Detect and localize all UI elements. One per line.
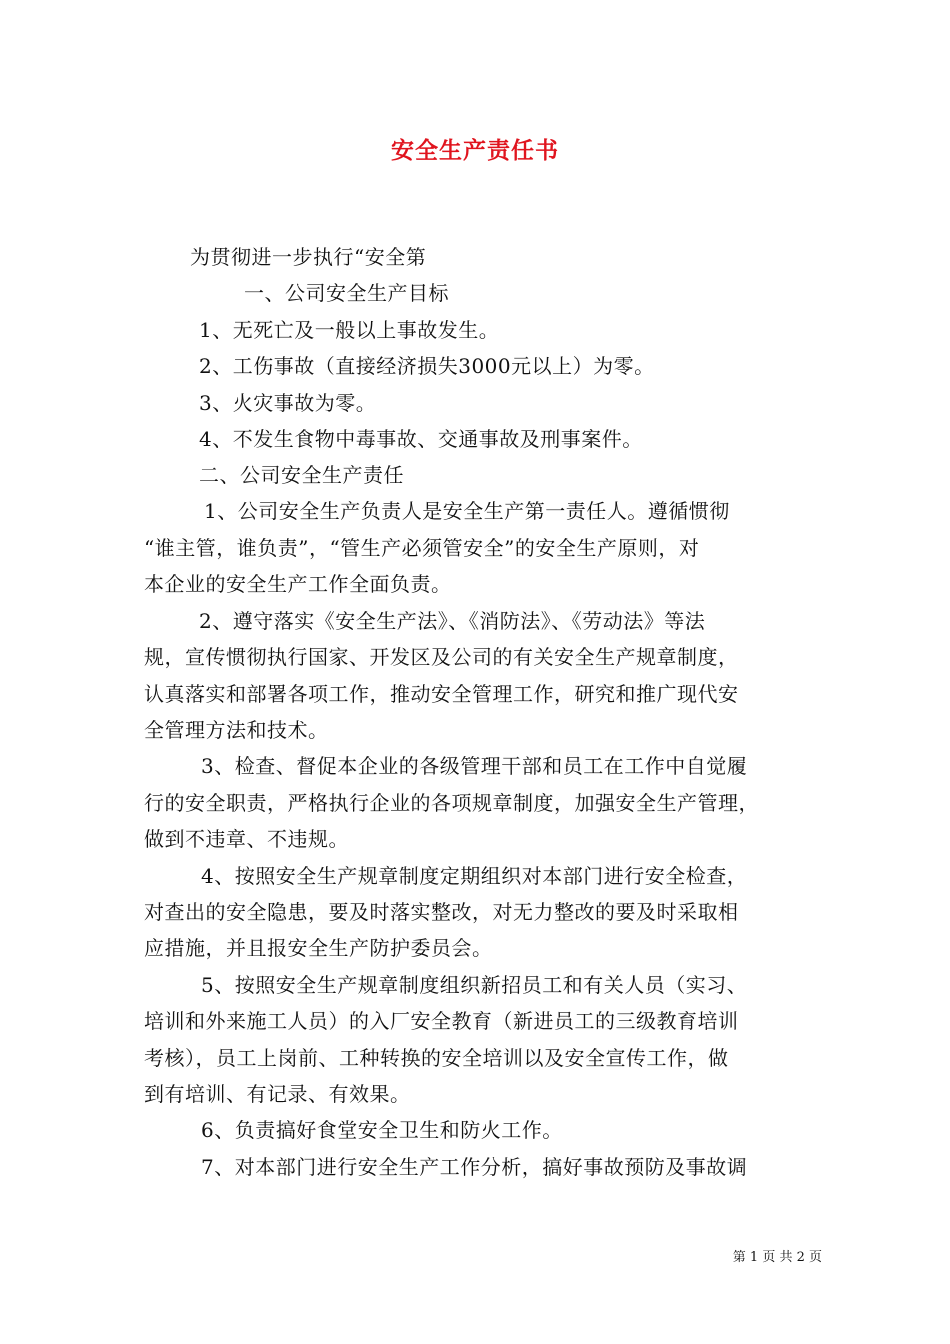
paragraph-line: 7、对本部门进行安全生产工作分析，搞好事故预防及事故调 [201, 1155, 748, 1179]
paragraph-line: 应措施，并且报安全生产防护委员会。 [144, 936, 493, 960]
paragraph-line: 2、遵守落实《安全生产法》、《消防法》、《劳动法》等法 [199, 609, 706, 633]
paragraph-line: 到有培训、有记录、有效果。 [144, 1082, 411, 1106]
paragraph-line: 3、检查、督促本企业的各级管理干部和员工在工作中自觉履 [201, 754, 748, 778]
list-item: 4、不发生食物中毒事故、交通事故及刑事案件。 [199, 427, 643, 451]
paragraph-line: 1、公司安全生产负责人是安全生产第一责任人。遵循惯彻 [204, 499, 730, 523]
paragraph-line: 做到不违章、不违规。 [144, 827, 349, 851]
paragraph-line: 5、按照安全生产规章制度组织新招员工和有关人员（实习、 [201, 973, 748, 997]
list-item: 2、工伤事故（直接经济损失3000元以上）为零。 [199, 354, 655, 378]
section-heading: 一、公司安全生产目标 [244, 281, 449, 305]
list-item: 3、火灾事故为零。 [199, 391, 377, 415]
paragraph-line: 为贯彻进一步执行“安全第 [190, 245, 427, 269]
paragraph-line: 培训和外来施工人员）的入厂安全教育（新进员工的三级教育培训 [144, 1009, 739, 1033]
paragraph-line: 行的安全职责，严格执行企业的各项规章制度，加强安全生产管理， [144, 791, 759, 815]
paragraph-line: “谁主管，谁负责”，“管生产必须管安全”的安全生产原则，对 [144, 536, 700, 560]
paragraph-line: 全管理方法和技术。 [144, 718, 329, 742]
paragraph-line: 6、负责搞好食堂安全卫生和防火工作。 [201, 1118, 563, 1142]
paragraph-line: 本企业的安全生产工作全面负责。 [144, 572, 452, 596]
page-number: 第 1 页 共 2 页 [732, 1250, 822, 1265]
paragraph-line: 规，宣传惯彻执行国家、开发区及公司的有关安全生产规章制度， [144, 645, 739, 669]
paragraph-line: 考核），员工上岗前、工种转换的安全培训以及安全宣传工作，做 [144, 1046, 729, 1070]
paragraph-line: 认真落实和部署各项工作，推动安全管理工作，研究和推广现代安 [144, 682, 739, 706]
paragraph-line: 对查出的安全隐患，要及时落实整改，对无力整改的要及时采取相 [144, 900, 739, 924]
paragraph-line: 4、按照安全生产规章制度定期组织对本部门进行安全检查， [201, 864, 748, 888]
section-heading: 二、公司安全生产责任 [199, 463, 404, 487]
list-item: 1、无死亡及一般以上事故发生。 [199, 318, 500, 342]
document-title: 安全生产责任书 [391, 137, 559, 164]
